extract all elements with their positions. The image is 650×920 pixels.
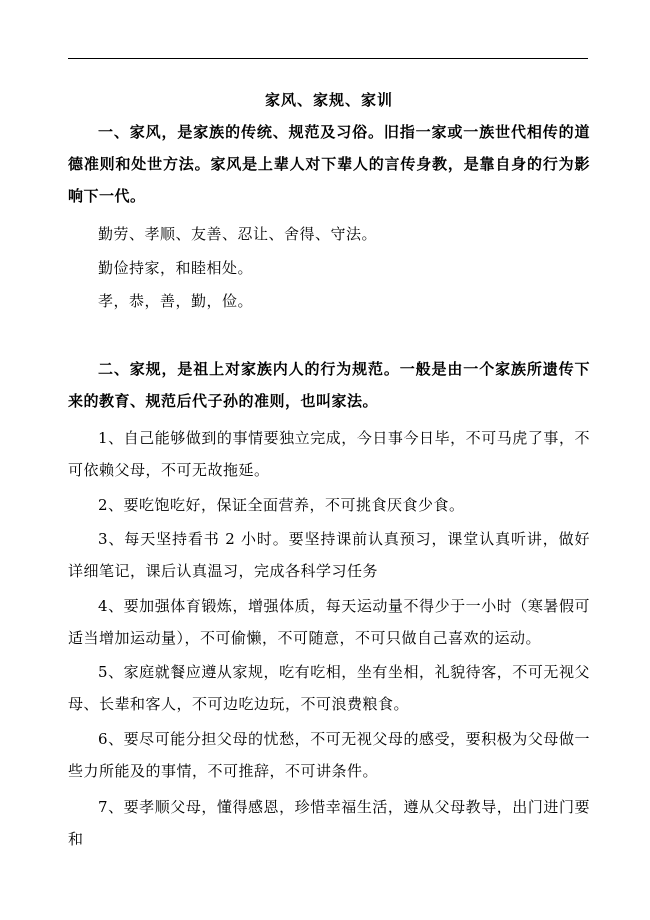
rule-item-7: 7、要孝顺父母，懂得感恩，珍惜幸福生活，遵从父母教导，出门进门要和: [68, 798, 590, 848]
rule-item-1: 1、自己能够做到的事情要独立完成，今日事今日毕，不可马虎了事，不可依赖父母，不可无故拖延。: [68, 429, 590, 479]
header-rule: [68, 58, 588, 59]
rule-item-6: 6、要尽可能分担父母的忧愁，不可无视父母的感受，要积极为父母做一些力所能及的事情，不可推辞，不可讲条件。: [68, 730, 590, 780]
section1-line-2: 勤俭持家，和睦相处。: [98, 259, 254, 277]
rule-item-2: 2、要吃饱吃好，保证全面营养，不可挑食厌食少食。: [98, 496, 465, 514]
section1-heading: 一、家风，是家族的传统、规范及习俗。旧指一家或一族世代相传的道德准则和处世方法。家风是上辈人对下辈人的言传身教，是靠自身的行为影响下一代。: [68, 123, 590, 205]
section2-heading: 二、家规，是祖上对家族内人的行为规范。一般是由一个家族所遗传下来的教育、规范后代子孙的准则，也叫家法。: [68, 360, 590, 410]
document-title: 家风、家规、家训: [264, 91, 393, 109]
rule-item-3: 3、每天坚持看书 2 小时。要坚持课前认真预习，课堂认真听讲，做好详细笔记，课后认真温习，完成各科学习任务: [68, 530, 590, 580]
rule-item-5: 5、家庭就餐应遵从家规，吃有吃相，坐有坐相，礼貌待客，不可无视父母、长辈和客人，不可边吃边玩，不可浪费粮食。: [68, 663, 590, 713]
rule-item-4: 4、要加强体育锻炼，增强体质，每天运动量不得少于一小时（寒暑假可适当增加运动量），不可偷懒，不可随意，不可只做自己喜欢的运动。: [68, 597, 590, 647]
section1-line-3: 孝，恭，善，勤，俭。: [98, 292, 254, 310]
section1-line-1: 勤劳、孝顺、友善、忍让、舍得、守法。: [98, 225, 378, 243]
